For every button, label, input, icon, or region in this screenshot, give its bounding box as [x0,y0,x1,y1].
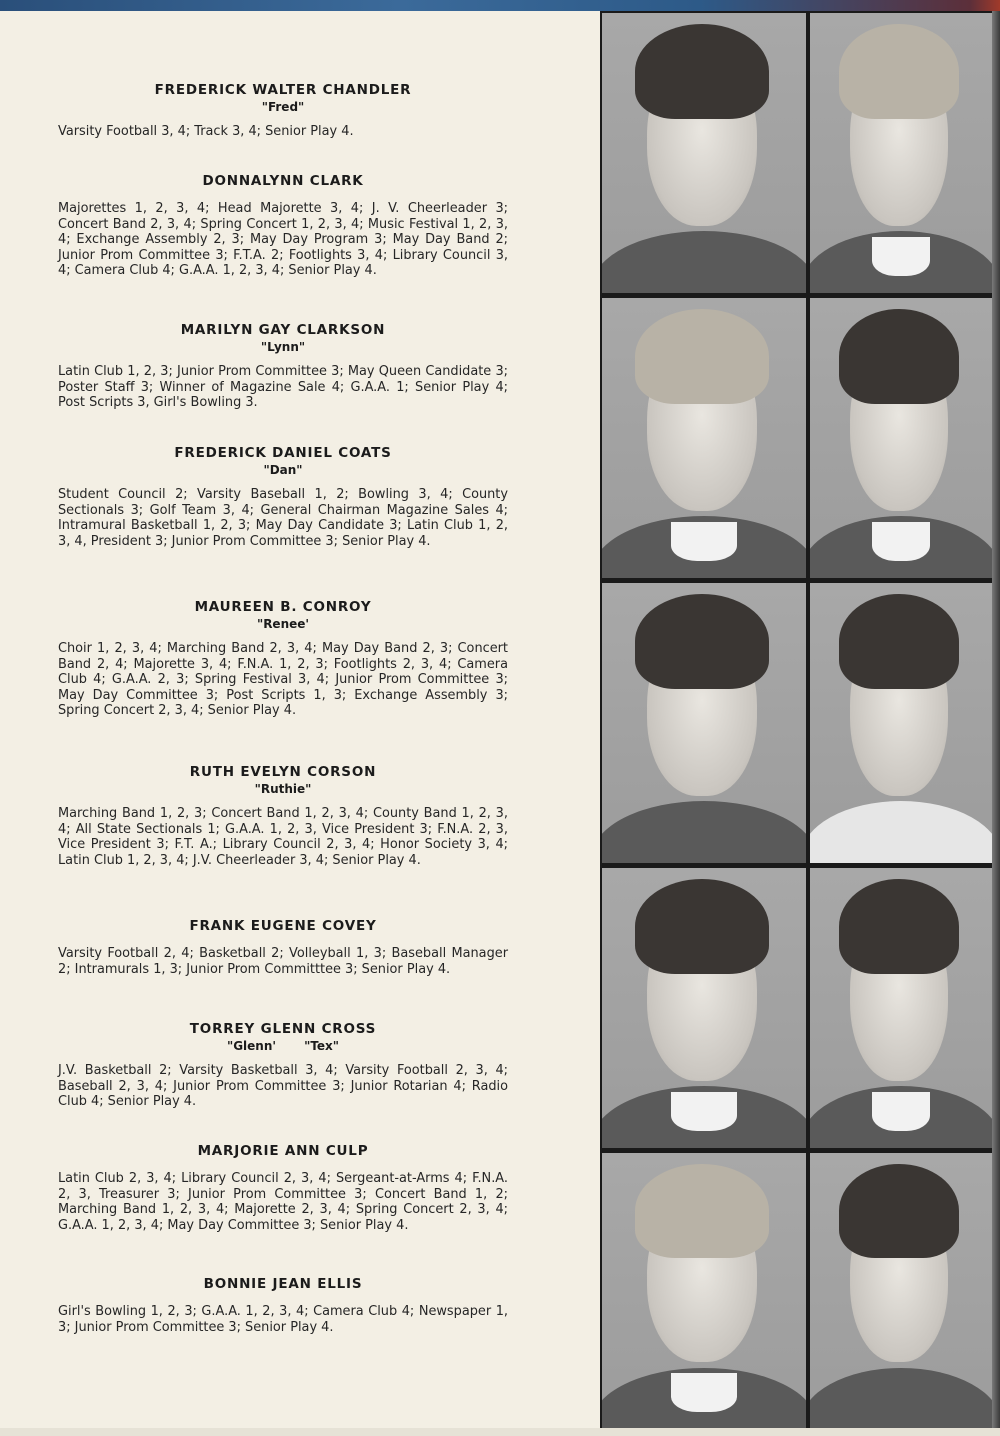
senior-portrait [602,868,806,1148]
senior-activities: Student Council 2; Varsity Baseball 1, 2; Bowling 3, 4; County Sectionals 3; Golf Team 3, 4; General Chairman Magazine Sales 4; Intramural Basketball 1, 2, 3; May Day Candidate 3; Latin Club 1, 2, 3, 4, President 3; Junior Prom Committee 3; Senior Play 4. [58,487,508,549]
senior-activities: Majorettes 1, 2, 3, 4; Head Majorette 3, 4; J. V. Cheerleader 3; Concert Band 2, 3, 4; Spring Concert 1, 2, 3, 4; Music Festival 1, 2, 3, 4; Exchange Assembly 2, 3; May Day Program 3; May Day Band 2; Junior Prom Committee 3; F.T.A. 2; Footlights 3, 4; Library Council 3, 4; Camera Club 4; G.A.A. 1, 2, 3, 4; Senior Play 4. [58,201,508,278]
senior-entry [58,599,508,719]
senior-portrait [810,13,992,293]
senior-activities: Girl's Bowling 1, 2, 3; G.A.A. 1, 2, 3, 4; Camera Club 4; Newspaper 1, 3; Junior Prom Committee 3; Senior Play 4. [58,1304,508,1335]
senior-name: FREDERICK DANIEL COATS [174,445,392,461]
senior-portrait [810,583,992,863]
senior-activities: Latin Club 1, 2, 3; Junior Prom Committee 3; May Queen Candidate 3; Poster Staff 3; Winner of Magazine Sale 4; G.A.A. 1; Senior Play 4; Post Scripts 3, Girl's Bowling 3. [58,364,508,410]
page-bottom-edge [0,1428,1000,1436]
senior-activities: Choir 1, 2, 3, 4; Marching Band 2, 3, 4; May Day Band 2, 3; Concert Band 2, 4; Majorette 3, 4; F.N.A. 1, 2, 3; Footlights 2, 3, 4; Camera Club 4; G.A.A. 2, 3; Spring Festival 3, 4; Junior Prom Committee 3; May Day Committee 3; Post Scripts 1, 3; Exchange Assembly 3; Spring Concert 2, 3, 4; Senior Play 4. [58,641,508,718]
senior-name: MARJORIE ANN CULP [197,1143,369,1159]
senior-activities: J.V. Basketball 2; Varsity Basketball 3, 4; Varsity Football 2, 3, 4; Baseball 2, 3, 4; Junior Prom Committee 3; Junior Rotarian 4; Radio Club 4; Senior Play 4. [58,1063,508,1109]
senior-nickname: "Ruthie" [254,782,312,796]
senior-name: TORREY GLENN CROSS [189,1021,377,1037]
senior-nickname: "Dan" [263,463,303,477]
senior-entry [58,1143,508,1233]
senior-entry [58,918,508,977]
senior-name: FRANK EUGENE COVEY [189,918,377,934]
senior-portrait [602,298,806,578]
senior-activities: Latin Club 2, 3, 4; Library Council 2, 3, 4; Sergeant-at-Arms 4; F.N.A. 2, 3, Treasurer 3; Junior Prom Committee 3; Concert Band 1, 2; Marching Band 1, 2, 3, 4; Majorette 2, 3, 4; Spring Concert 2, 3, 4; G.A.A. 1, 2, 3, 4; May Day Committee 3; Senior Play 4. [58,1171,508,1233]
senior-entry [58,445,508,549]
senior-portrait [810,868,992,1148]
senior-nickname: "Renee' [256,617,310,631]
senior-activities: Varsity Football 2, 4; Basketball 2; Volleyball 1, 3; Baseball Manager 2; Intramurals 1, 3; Junior Prom Committtee 3; Senior Play 4. [58,946,508,977]
senior-name: BONNIE JEAN ELLIS [203,1276,363,1292]
senior-portrait [602,583,806,863]
senior-name: RUTH EVELYN CORSON [189,764,377,780]
senior-nickname: "Fred" [261,100,305,114]
senior-portrait [810,1153,992,1428]
senior-nickname: "Glenn' "Tex" [226,1039,340,1053]
page-top-edge [0,0,1000,11]
portrait-grid [600,11,992,1428]
senior-nickname: "Lynn" [260,340,306,354]
senior-name: MAUREEN B. CONROY [194,599,372,615]
senior-entry [58,322,508,411]
senior-portrait [602,13,806,293]
senior-entry [58,1021,508,1110]
senior-activities: Marching Band 1, 2, 3; Concert Band 1, 2, 3, 4; County Band 1, 2, 3, 4; All State Sectionals 1; G.A.A. 1, 2, 3, Vice President 3; F.N.A. 2, 3, Vice President 3; F.T. A.; Library Council 2, 3, 4; Honor Society 3, 4; Latin Club 1, 2, 3, 4; J.V. Cheerleader 3, 4; Senior Play 4. [58,806,508,868]
senior-entry [58,1276,508,1335]
senior-name: FREDERICK WALTER CHANDLER [154,82,412,98]
senior-portrait [602,1153,806,1428]
senior-name: DONNALYNN CLARK [202,173,364,189]
senior-activities: Varsity Football 3, 4; Track 3, 4; Senior Play 4. [58,124,354,139]
senior-entry [58,82,508,140]
senior-name: MARILYN GAY CLARKSON [180,322,386,338]
senior-portrait [810,298,992,578]
senior-entry [58,173,508,279]
senior-entry [58,764,508,868]
page-right-edge [992,11,1000,1428]
